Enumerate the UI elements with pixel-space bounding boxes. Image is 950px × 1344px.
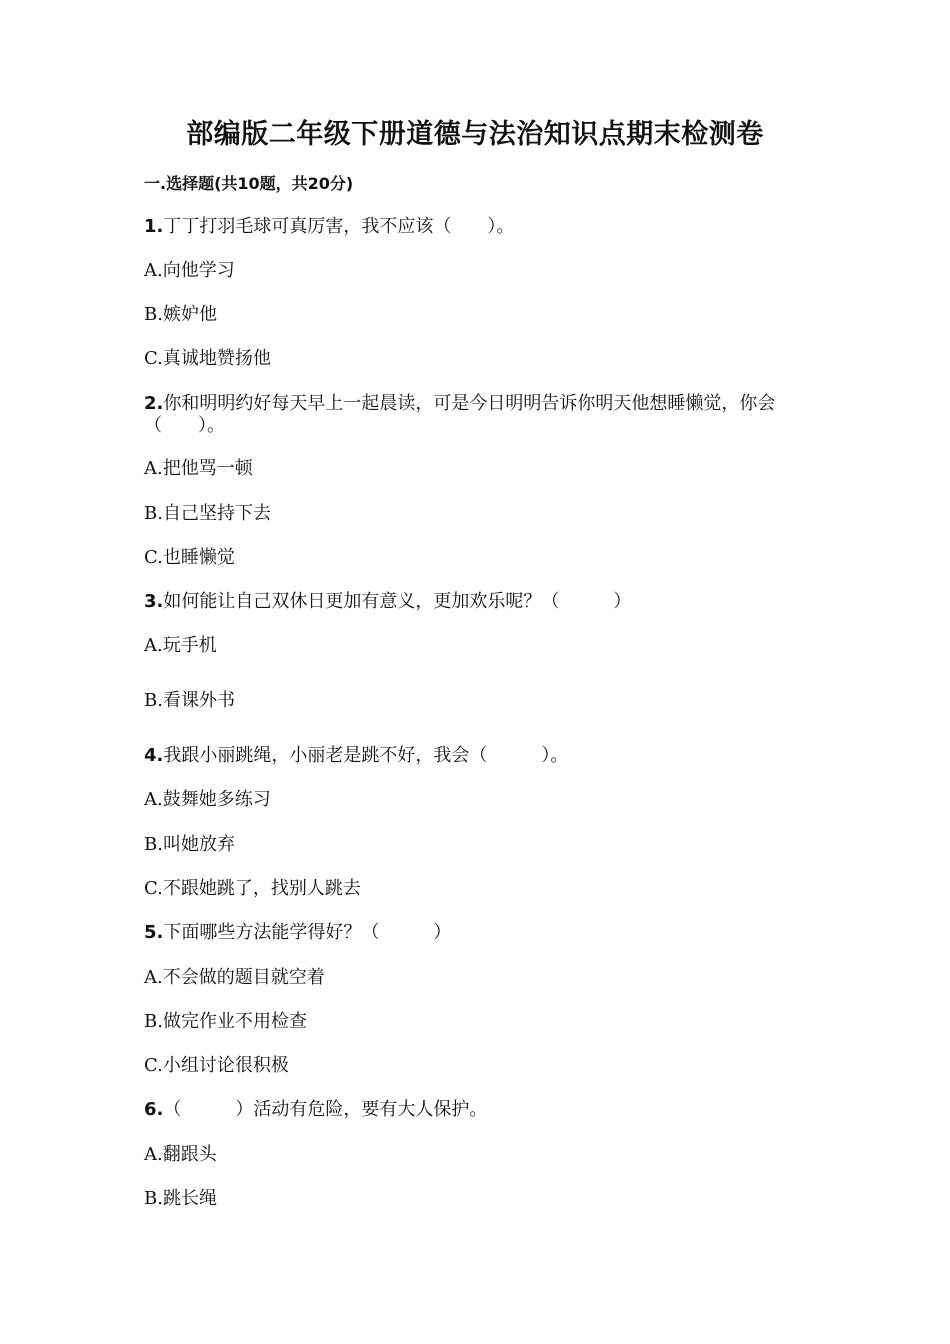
question-number: 4. [144,745,164,766]
question-text: 如何能让自己双休日更加有意义，更加欢乐呢？（ ） [163,591,632,612]
option-1c: C.真诚地赞扬他 [144,348,271,369]
question-text: 我跟小丽跳绳，小丽老是跳不好，我会（ ）。 [163,745,569,766]
option-6b: B.跳长绳 [144,1188,217,1209]
option-5a: A.不会做的题目就空着 [144,967,325,988]
option-5c: C.小组讨论很积极 [144,1055,289,1076]
option-2a: A.把他骂一顿 [144,458,253,479]
question-2 [144,393,804,437]
option-5b: B.做完作业不用检查 [144,1011,307,1032]
question-number: 1. [144,216,164,237]
option-2b: B.自己坚持下去 [144,503,271,524]
question-6 [144,1099,804,1121]
option-3a: A.玩手机 [144,635,217,656]
option-1a: A.向他学习 [144,260,235,281]
question-text: 下面哪些方法能学得好？（ ） [163,922,452,943]
question-text: （ ）活动有危险，要有大人保护。 [163,1099,488,1120]
question-text: 丁丁打羽毛球可真厉害，我不应该（ ）。 [163,216,515,237]
option-6a: A.翻跟头 [144,1144,217,1165]
question-3 [144,591,804,613]
section-heading: 一.选择题(共10题，共20分) [144,174,354,193]
question-number: 3. [144,591,164,612]
option-1b: B.嫉妒他 [144,304,217,325]
option-4b: B.叫她放弃 [144,834,235,855]
question-5 [144,922,804,944]
question-1 [144,216,804,238]
question-number: 6. [144,1099,164,1120]
option-3b: B.看课外书 [144,690,235,711]
option-4a: A.鼓舞她多练习 [144,789,271,810]
option-2c: C.也睡懒觉 [144,547,235,568]
question-text: 你和明明约好每天早上一起晨读，可是今日明明告诉你明天他想睡懒觉，你会（ ）。 [144,393,776,436]
option-4c: C.不跟她跳了，找别人跳去 [144,878,361,899]
question-number: 2. [144,393,164,414]
question-4 [144,745,804,767]
question-number: 5. [144,922,164,943]
page-title: 部编版二年级下册道德与法治知识点期末检测卷 [186,119,764,150]
